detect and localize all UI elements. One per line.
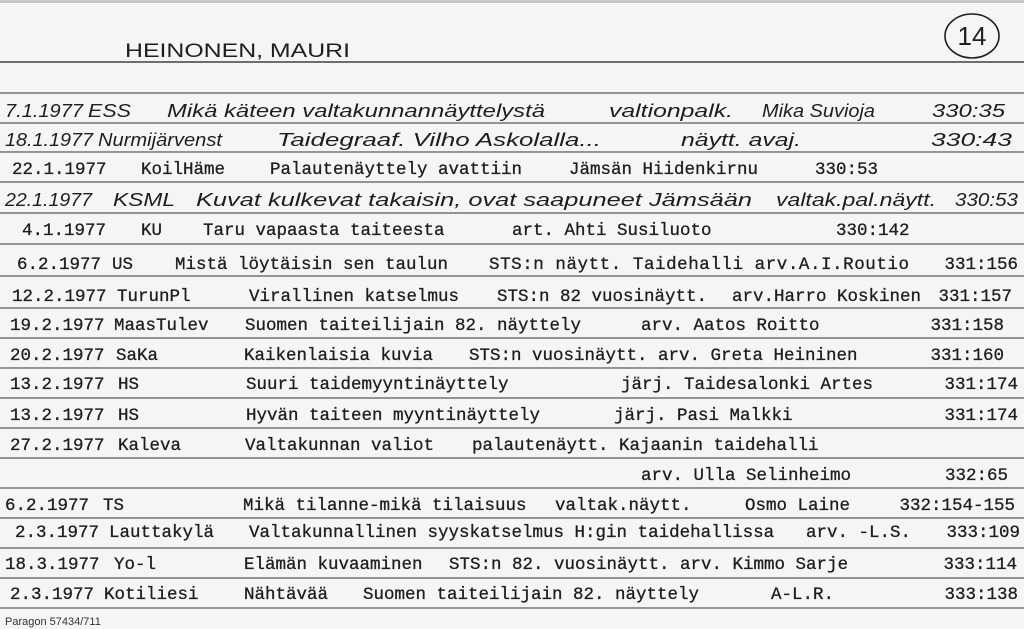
entry-detail: STS:n vuosinäytt. arv. Greta Heininen	[469, 346, 858, 366]
entry-detail: valtak.näytt.	[555, 496, 692, 516]
entry-ref: 331:157	[938, 287, 1012, 307]
entry-title: Mikä tilanne-mikä tilaisuus	[243, 496, 527, 516]
entry-source: TS	[103, 496, 125, 516]
entry-date: 18.3.1977	[5, 555, 100, 575]
entry-detail: arv. -L.S.	[806, 523, 912, 543]
entry-title: Elämän kuvaaminen	[244, 555, 423, 575]
entry-title: Valtakunnallinen syyskatselmus H:gin taidehallissa	[249, 523, 775, 543]
entry-detail: valtionpalk.	[609, 101, 733, 121]
entry-detail: arv. Ulla Selinheimo	[641, 466, 852, 486]
entry-detail: palautenäytt. Kajaanin taidehalli	[472, 436, 819, 456]
entry-ref: 330:35	[932, 101, 1007, 121]
entry-ref: 331:160	[930, 346, 1004, 366]
entry-detail: järj. Pasi Malkki	[614, 406, 793, 426]
entry-detail: arv. Aatos Roitto	[641, 316, 820, 336]
entry-source: Yo-l	[114, 555, 157, 575]
entry-detail: STS:n 82. vuosinäytt. arv. Kimmo Sarje	[449, 555, 849, 575]
entry-ref: 330:142	[836, 221, 910, 241]
entry-date: 20.2.1977	[10, 346, 105, 366]
entry-ref: 332:65	[944, 466, 1008, 486]
entry-date: 22.1.1977	[12, 160, 107, 180]
entry-detail: järj. Taidesalonki Artes	[621, 375, 874, 395]
entry-source: US	[112, 255, 134, 275]
card-heading-name: HEINONEN, MAURI	[125, 41, 350, 62]
entry-detail: näytt. avaj.	[681, 130, 801, 150]
entry-source: KSML	[113, 190, 175, 210]
entry-source: ESS	[88, 101, 131, 121]
entry-date: 13.2.1977	[10, 375, 105, 395]
entry-detail: STS:n näytt. Taidehalli arv.A.I.Routio	[489, 255, 909, 275]
entry-title: Kaikenlaisia kuvia	[244, 346, 434, 366]
entry-detail: Suomen taiteilijain 82. näyttely	[363, 585, 700, 605]
entry-date: 2.3.1977	[15, 523, 100, 543]
entry-title: Valtakunnan valiot	[245, 436, 435, 456]
entry-detail: Osmo Laine	[745, 496, 851, 516]
entry-source: KoilHäme	[141, 160, 226, 180]
entry-date: 13.2.1977	[10, 406, 105, 426]
card-number: 14	[957, 21, 987, 51]
card-entry	[12, 160, 878, 180]
entry-date: 27.2.1977	[10, 436, 105, 456]
entry-title: Hyvän taiteen myyntinäyttely	[246, 406, 541, 426]
entry-title: Suuri taidemyyntinäyttely	[246, 375, 509, 395]
entry-ref: 333:138	[944, 585, 1018, 605]
entry-ref: 331:158	[930, 316, 1004, 336]
entry-ref: 331:174	[944, 375, 1018, 395]
entry-title: Suomen taiteilijain 82. näyttely	[245, 316, 582, 336]
entry-date: 2.3.1977	[10, 585, 95, 605]
entry-ref: 333:114	[943, 555, 1017, 575]
entry-source: HS	[118, 375, 140, 395]
entry-title: Mistä löytäisin sen taulun	[175, 255, 449, 275]
entry-date: 19.2.1977	[10, 316, 105, 336]
entry-title: Mikä käteen valtakunnannäyttelystä	[167, 101, 545, 121]
printer-mark: Paragon 57434/711	[5, 616, 101, 628]
entry-source: Kotiliesi	[104, 585, 199, 605]
entry-detail: STS:n 82 vuosinäytt.	[497, 287, 708, 307]
entry-ref: 330:53	[815, 160, 879, 180]
card-entry	[15, 523, 1020, 543]
card-entry	[4, 190, 1018, 210]
entry-title: Virallinen katselmus	[249, 287, 460, 307]
entry-date: 12.2.1977	[12, 287, 107, 307]
entry-ref: 332:154-155	[899, 496, 1015, 516]
entry-detail: A-L.R.	[771, 585, 835, 605]
entry-source: Kaleva	[118, 436, 182, 456]
entry-ref: 330:53	[955, 190, 1018, 210]
entry-detail: Mika Suvioja	[762, 101, 875, 121]
entry-ref: 333:109	[946, 523, 1020, 543]
entry-date: 18.1.1977	[5, 130, 95, 150]
entry-title: Nähtävää	[244, 585, 329, 605]
entry-title: Taru vapaasta taiteesta	[203, 221, 445, 241]
entry-source: MaasTulev	[114, 316, 209, 336]
entry-title: Palautenäyttely avattiin	[270, 160, 523, 180]
entry-source: Nurmijärvenst	[98, 130, 224, 150]
entry-detail: art. Ahti Susiluoto	[512, 221, 712, 241]
entry-title: Taidegraaf. Vilho Askolalla...	[277, 130, 601, 150]
entry-ref: 331:174	[944, 406, 1018, 426]
entry-ref: 331:156	[944, 255, 1018, 275]
entry-source: HS	[118, 406, 140, 426]
entry-detail: arv.Harro Koskinen	[732, 287, 922, 307]
entry-date: 7.1.1977	[5, 101, 85, 121]
entry-date: 6.2.1977	[17, 255, 102, 275]
entry-date: 6.2.1977	[5, 496, 90, 516]
entry-source: KU	[141, 221, 163, 241]
entry-date: 22.1.1977	[3, 190, 94, 210]
card-entry	[12, 287, 1012, 307]
entry-date: 4.1.1977	[22, 221, 107, 241]
entry-source: SaKa	[116, 346, 159, 366]
entry-ref: 330:43	[931, 130, 1012, 150]
entry-source: Lauttakylä	[109, 523, 215, 543]
entry-title: Kuvat kulkevat takaisin, ovat saapuneet Jämsään	[196, 190, 752, 210]
entry-detail: valtak.pal.näytt.	[776, 190, 936, 210]
entry-detail: Jämsän Hiidenkirnu	[569, 160, 759, 180]
entry-source: TurunPl	[117, 287, 191, 307]
card-top-edge	[0, 0, 1024, 3]
